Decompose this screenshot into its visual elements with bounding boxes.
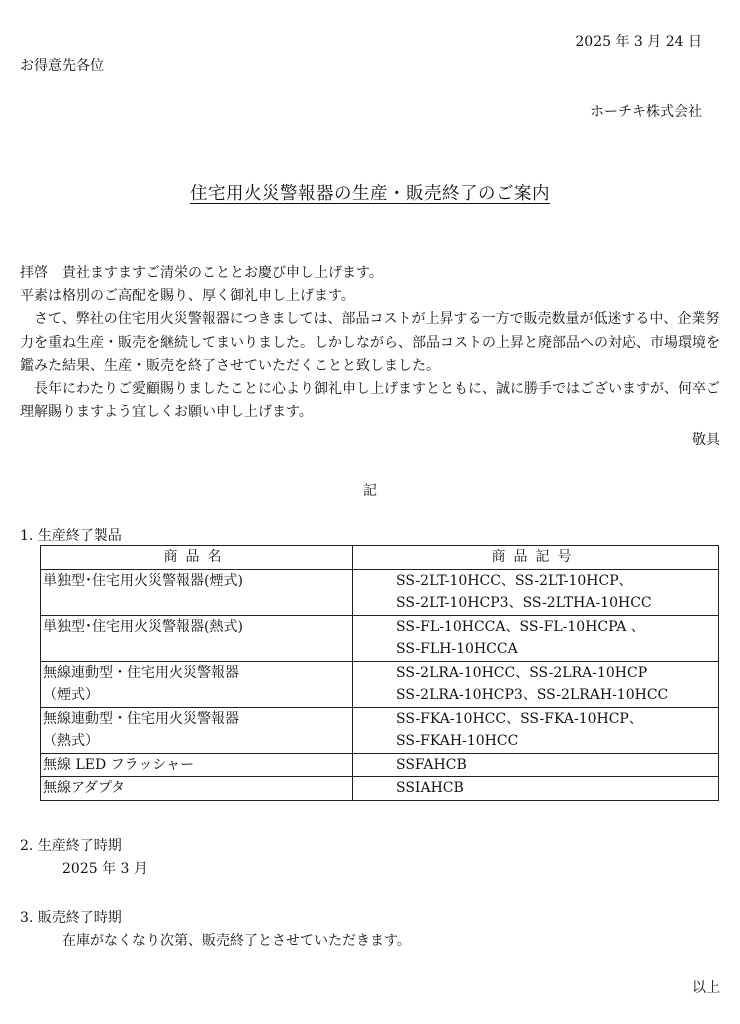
product-code-cell (353, 707, 719, 753)
table-row (41, 753, 719, 777)
product-code-line: SS-FKA-10HCC、SS-FKA-10HCP、 (396, 710, 643, 727)
product-name-cell (41, 753, 353, 777)
product-code-line: SS-2LRA-10HCC、SS-2LRA-10HCP (396, 664, 648, 681)
table-row (41, 661, 719, 707)
table-row (41, 777, 719, 801)
production-end-date: 2025 年 3 月 (62, 861, 148, 877)
product-name-cell (41, 707, 353, 753)
document-title-text: 住宅用火災警報器の生産・販売終了のご案内 (190, 184, 550, 204)
section-1-heading: 1. 生産終了製品 (20, 528, 122, 544)
product-name-suffix: （煙式） (43, 687, 99, 703)
product-name-cell (41, 777, 353, 801)
document-title (0, 180, 740, 205)
section-3-heading: 3. 販売終了時期 (20, 910, 122, 926)
product-code-cell (353, 661, 719, 707)
ki-marker: 記 (363, 483, 377, 499)
column-header-product-code: 商品記号 (353, 546, 719, 570)
appreciation-paragraph: 長年にわたりご愛顧賜りましたことに心より御礼申し上げますとともに、誠に勝手ではございますが、何卒ご理解賜りますよう宜しくお願い申し上げます。 (20, 381, 720, 421)
product-code-line: SSIAHCB (396, 780, 464, 796)
table-row (41, 569, 719, 615)
product-code-line: SS-FKAH-10HCC (396, 733, 519, 749)
discontinued-products-table (40, 545, 719, 801)
product-name: 無線アダプタ (43, 780, 126, 796)
product-code-cell (353, 753, 719, 777)
product-code-cell (353, 569, 719, 615)
product-code-cell (353, 615, 719, 661)
product-code-line: SS-FL-10HCCA、SS-FL-10HCPA 、 (396, 618, 645, 635)
letter-body (20, 262, 720, 424)
section-2-heading: 2. 生産終了時期 (20, 838, 122, 854)
product-name: 無線連動型・住宅用火災警報器 (43, 664, 239, 681)
product-name: 無線 LED フラッシャー (43, 756, 195, 773)
thanks-paragraph: 平素は格別のご高配を賜り、厚く御礼申し上げます。 (20, 288, 355, 305)
product-code-line: SS-2LT-10HCC、SS-2LT-10HCP、 (396, 572, 633, 589)
product-name: 単独型･住宅用火災警報器(煙式) (43, 572, 243, 589)
product-name-cell (41, 661, 353, 707)
greeting-paragraph: 拝啓 貴社ますますご清栄のこととお慶び申し上げます。 (20, 265, 383, 281)
product-code-line: SS-2LRA-10HCP3、SS-2LRAH-10HCC (396, 687, 669, 703)
end-marker: 以上 (692, 980, 720, 996)
table-row (41, 615, 719, 661)
product-name-cell (41, 569, 353, 615)
table-header-row (41, 546, 719, 570)
product-name: 単独型･住宅用火災警報器(熱式) (43, 618, 243, 635)
closing-word: 敬具 (692, 432, 720, 448)
product-name: 無線連動型・住宅用火災警報器 (43, 710, 239, 727)
addressee: お得意先各位 (20, 58, 104, 74)
column-header-product-name: 商品名 (41, 546, 353, 570)
document-date: 2025 年 3 月 24 日 (575, 34, 702, 50)
sales-end-description: 在庫がなくなり次第、販売終了とさせていただきます。 (62, 933, 411, 949)
table-row (41, 707, 719, 753)
product-name-suffix: （熱式） (43, 733, 99, 749)
sender-company: ホーチキ株式会社 (590, 104, 702, 120)
product-code-line: SS-2LT-10HCP3、SS-2LTHA-10HCC (396, 595, 652, 611)
product-code-line: SSFAHCB (396, 756, 467, 773)
product-code-line: SS-FLH-10HCCA (396, 641, 518, 657)
product-code-cell (353, 777, 719, 801)
product-name-cell (41, 615, 353, 661)
announcement-paragraph: さて、弊社の住宅用火災警報器につきましては、部品コストが上昇する一方で販売数量が低迷する中、企業努力を重ね生産・販売を継続してまいりました。しかしながら、部品コストの上昇と廃部品への対応、市場環境を鑑みた結果、生産・販売を終了させていただくことと致しました。 (20, 311, 720, 374)
